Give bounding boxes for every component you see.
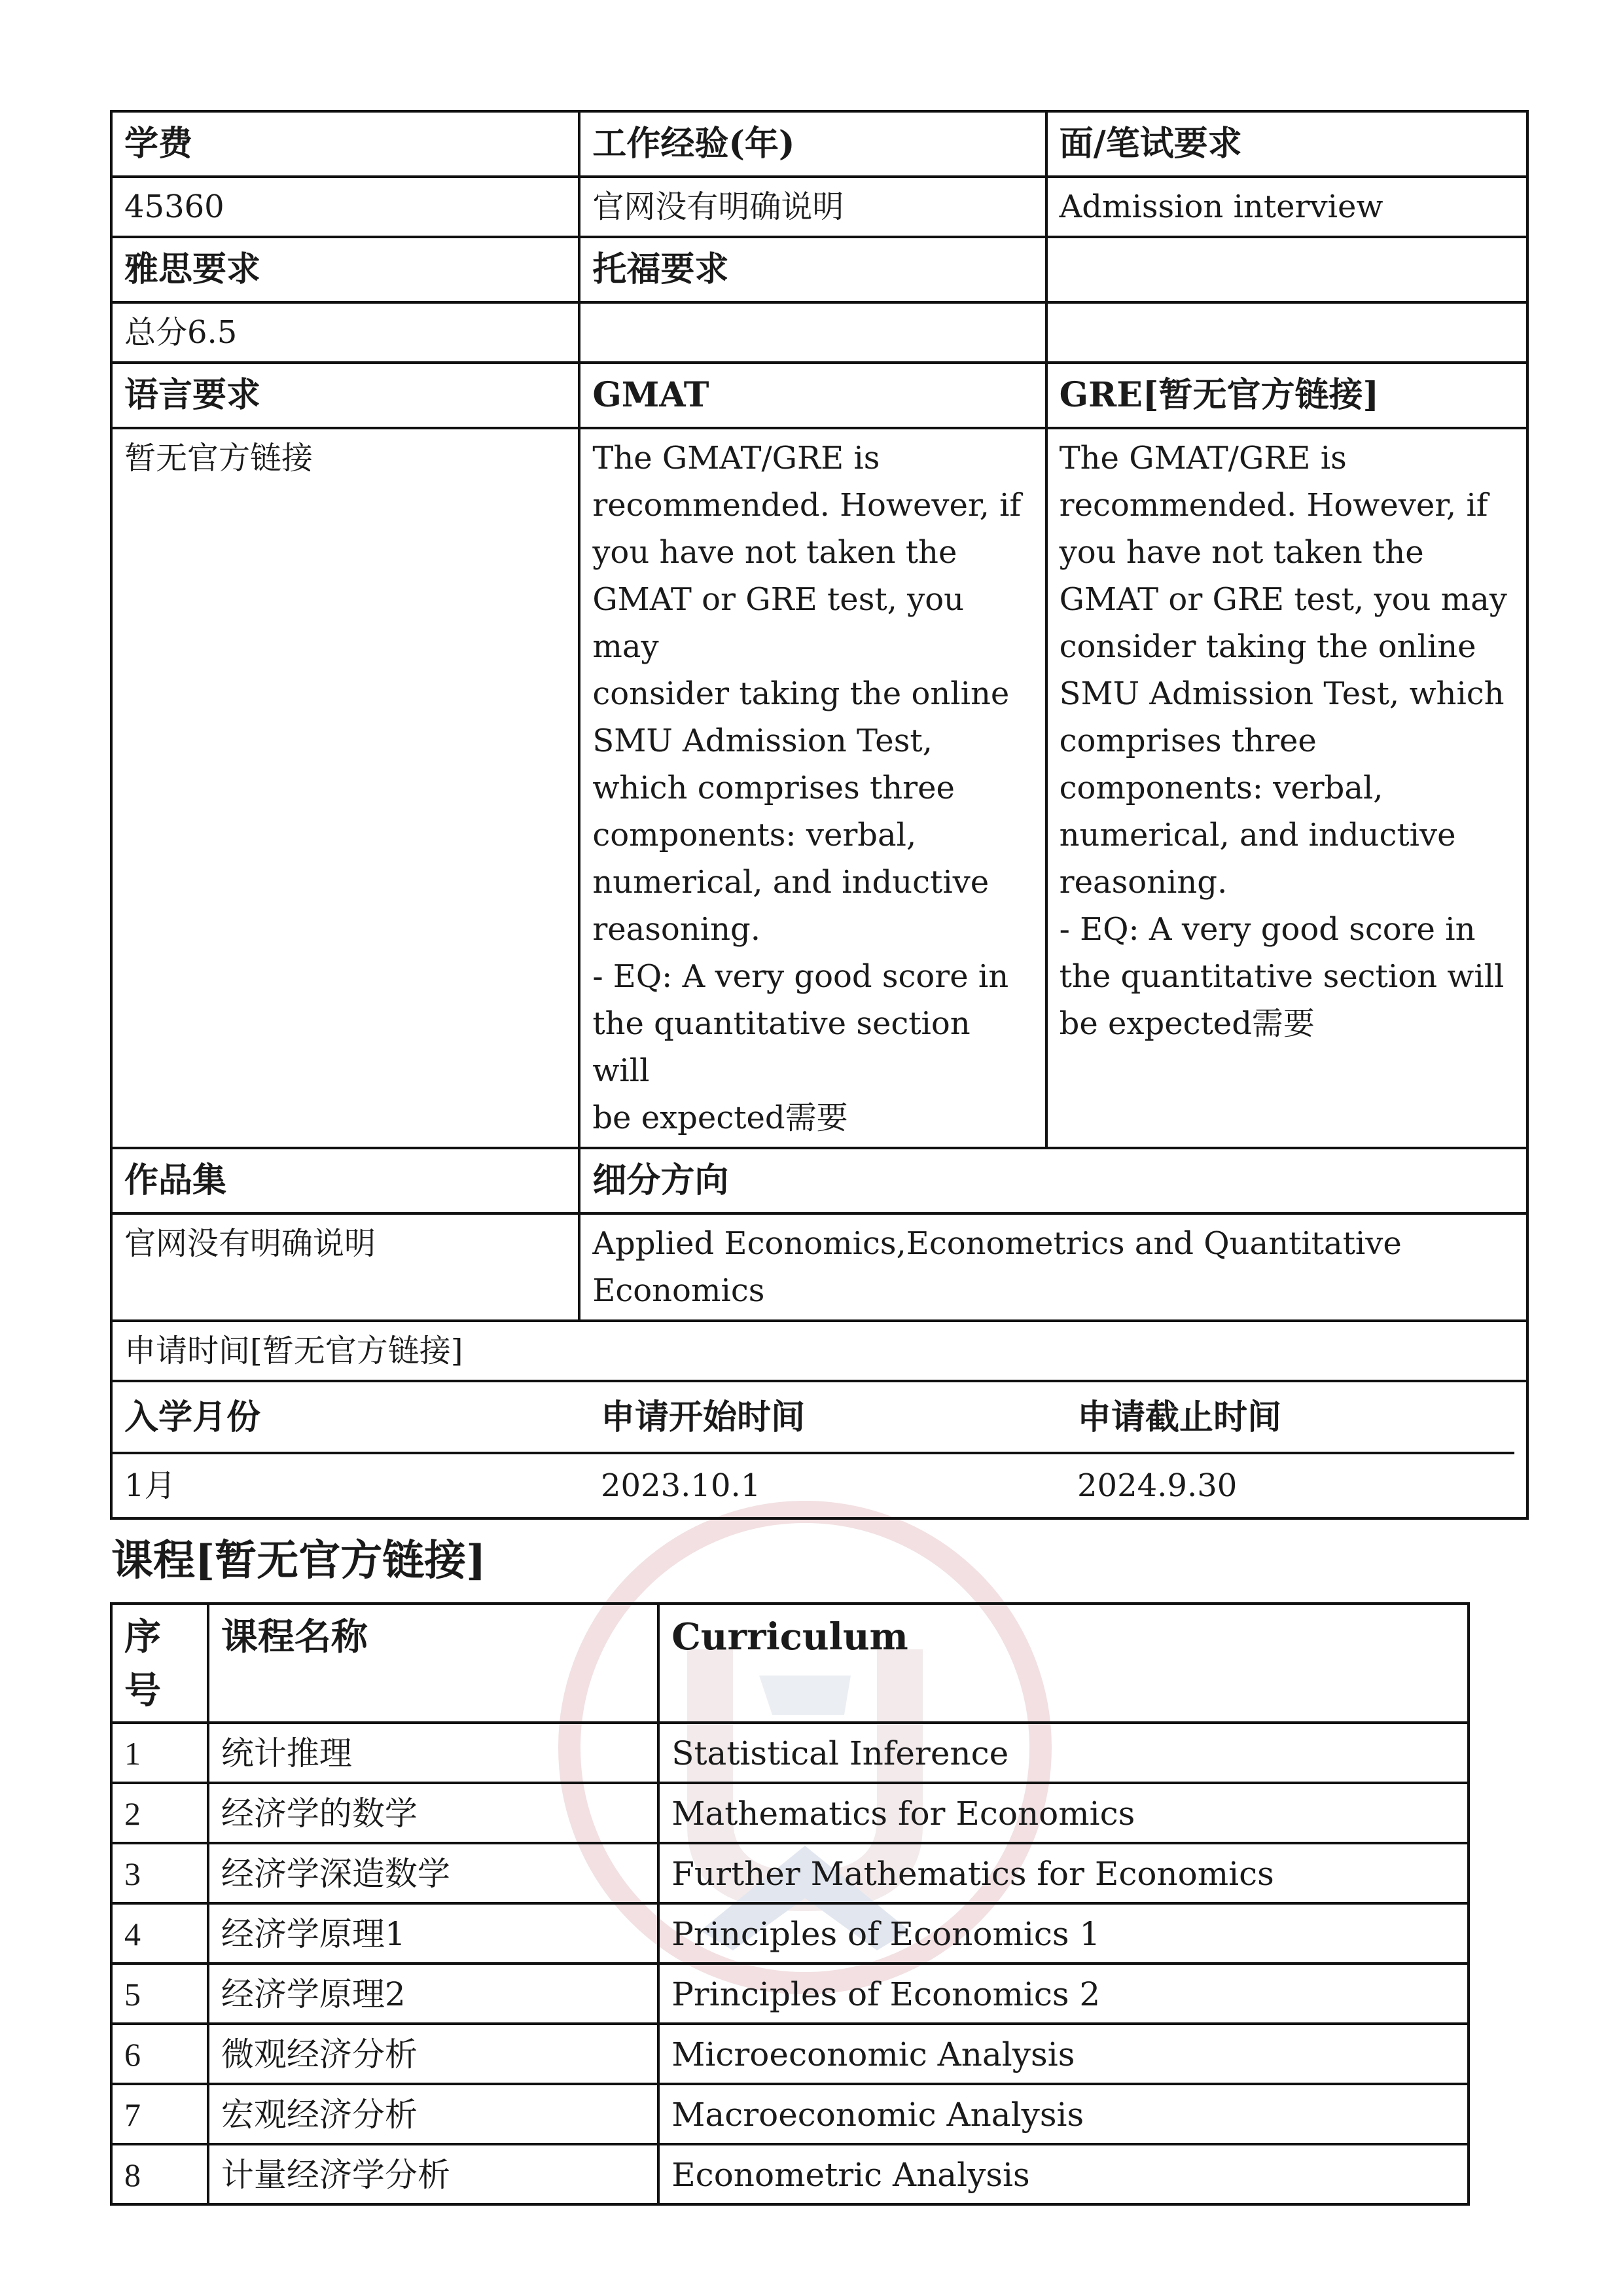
gmat-line: components: verbal, — [592, 817, 917, 853]
table-row — [111, 1903, 1469, 1964]
specialization-line: Economics — [592, 1272, 765, 1309]
specialization-header: 细分方向 — [579, 1148, 1527, 1213]
gre-header: GRE[暂无官方链接] — [1046, 363, 1527, 428]
gre-line: numerical, and inductive — [1059, 817, 1456, 853]
course-no: 1 — [111, 1723, 208, 1783]
portfolio-value: 官网没有明确说明 — [111, 1213, 579, 1321]
gre-line: be expected需要 — [1059, 1005, 1315, 1042]
table-row — [111, 1723, 1469, 1783]
course-english: Principles of Economics 2 — [658, 1964, 1469, 2024]
gmat-value — [579, 428, 1046, 1148]
gmat-line: the quantitative section will — [592, 1005, 971, 1089]
course-no: 5 — [111, 1964, 208, 2024]
table-row — [111, 1964, 1469, 2024]
ielts-value: 总分6.5 — [111, 302, 579, 363]
course-no: 4 — [111, 1903, 208, 1964]
course-name-header: 课程名称 — [208, 1604, 658, 1723]
application-deadline-value: 2024.9.30 — [1077, 1467, 1238, 1504]
gre-line: components: verbal, — [1059, 770, 1383, 806]
course-name: 计量经济学分析 — [208, 2144, 658, 2204]
gmat-line: be expected需要 — [592, 1100, 848, 1136]
tuition-header: 学费 — [111, 111, 579, 177]
gmat-line: GMAT or GRE test, you may — [592, 581, 965, 665]
experience-value: 官网没有明确说明 — [579, 177, 1046, 237]
gre-line: you have not taken the — [1059, 534, 1424, 571]
course-name: 经济学原理2 — [208, 1964, 658, 2024]
specialization-line: Applied Economics,Econometrics and Quantitative — [592, 1225, 1402, 1262]
gre-line: reasoning. — [1059, 864, 1228, 901]
application-time-label: 申请时间[暂无官方链接] — [111, 1321, 1527, 1381]
course-no: 6 — [111, 2024, 208, 2084]
course-english: Mathematics for Economics — [658, 1783, 1469, 1843]
gmat-line: reasoning. — [592, 911, 760, 948]
gre-line: recommended. However, if — [1059, 487, 1488, 524]
course-name: 经济学的数学 — [208, 1783, 658, 1843]
table-row — [111, 2024, 1469, 2084]
course-english: Microeconomic Analysis — [658, 2024, 1469, 2084]
course-name: 宏观经济分析 — [208, 2084, 658, 2144]
interview-header: 面/笔试要求 — [1046, 111, 1527, 177]
application-start-header: 申请开始时间 — [589, 1382, 1065, 1454]
course-english: Econometric Analysis — [658, 2144, 1469, 2204]
language-value: 暂无官方链接 — [111, 428, 579, 1148]
experience-header: 工作经验(年) — [579, 111, 1046, 177]
tuition-value: 45360 — [111, 177, 579, 237]
specialization-value — [579, 1213, 1527, 1321]
gmat-line: you have not taken the — [592, 534, 957, 571]
ielts-header: 雅思要求 — [111, 237, 579, 302]
gmat-line: recommended. However, if — [592, 487, 1022, 524]
course-english: Principles of Economics 1 — [658, 1903, 1469, 1964]
course-table — [110, 1602, 1470, 2206]
table-row — [111, 2084, 1469, 2144]
intake-month-header: 入学月份 — [113, 1382, 589, 1454]
gmat-line: The GMAT/GRE is — [592, 440, 880, 476]
gre-line: The GMAT/GRE is — [1059, 440, 1347, 476]
curriculum-header: Curriculum — [658, 1604, 1469, 1723]
application-deadline-header: 申请截止时间 — [1065, 1382, 1514, 1454]
gmat-line: - EQ: A very good score in — [592, 958, 1009, 995]
gre-line: GMAT or GRE test, you may — [1059, 581, 1507, 618]
gmat-line: numerical, and inductive — [592, 864, 990, 901]
program-info-table — [110, 110, 1529, 1520]
table-row — [111, 1783, 1469, 1843]
toefl-header: 托福要求 — [579, 237, 1046, 302]
course-name: 微观经济分析 — [208, 2024, 658, 2084]
course-name: 统计推理 — [208, 1723, 658, 1783]
course-name: 经济学深造数学 — [208, 1843, 658, 1903]
course-no: 2 — [111, 1783, 208, 1843]
gre-line: the quantitative section will — [1059, 958, 1505, 995]
gmat-line: SMU Admission Test, — [592, 723, 933, 759]
gre-line: comprises three — [1059, 723, 1317, 759]
empty-value-cell — [1046, 302, 1527, 363]
courses-title: 课程[暂无官方链接] — [111, 1536, 486, 1585]
interview-value: Admission interview — [1046, 177, 1527, 237]
course-english: Macroeconomic Analysis — [658, 2084, 1469, 2144]
empty-header-cell — [1046, 237, 1527, 302]
table-row — [111, 1843, 1469, 1903]
table-row — [111, 2144, 1469, 2204]
gmat-line: consider taking the online — [592, 675, 1010, 712]
gre-line: - EQ: A very good score in — [1059, 911, 1476, 948]
course-english: Statistical Inference — [658, 1723, 1469, 1783]
gre-value — [1046, 428, 1527, 1148]
course-name: 经济学原理1 — [208, 1903, 658, 1964]
intake-month-value: 1月 — [124, 1467, 176, 1504]
gmat-line: which comprises three — [592, 770, 955, 806]
course-no: 8 — [111, 2144, 208, 2204]
language-header: 语言要求 — [111, 363, 579, 428]
gre-line: SMU Admission Test, which — [1059, 675, 1505, 712]
course-no-header: 序号 — [111, 1604, 208, 1723]
gre-line: consider taking the online — [1059, 628, 1476, 665]
gmat-header: GMAT — [579, 363, 1046, 428]
toefl-value — [579, 302, 1046, 363]
course-no: 7 — [111, 2084, 208, 2144]
portfolio-header: 作品集 — [111, 1148, 579, 1213]
course-no: 3 — [111, 1843, 208, 1903]
course-english: Further Mathematics for Economics — [658, 1843, 1469, 1903]
application-start-value: 2023.10.1 — [601, 1467, 761, 1504]
intake-schedule — [111, 1381, 1527, 1518]
